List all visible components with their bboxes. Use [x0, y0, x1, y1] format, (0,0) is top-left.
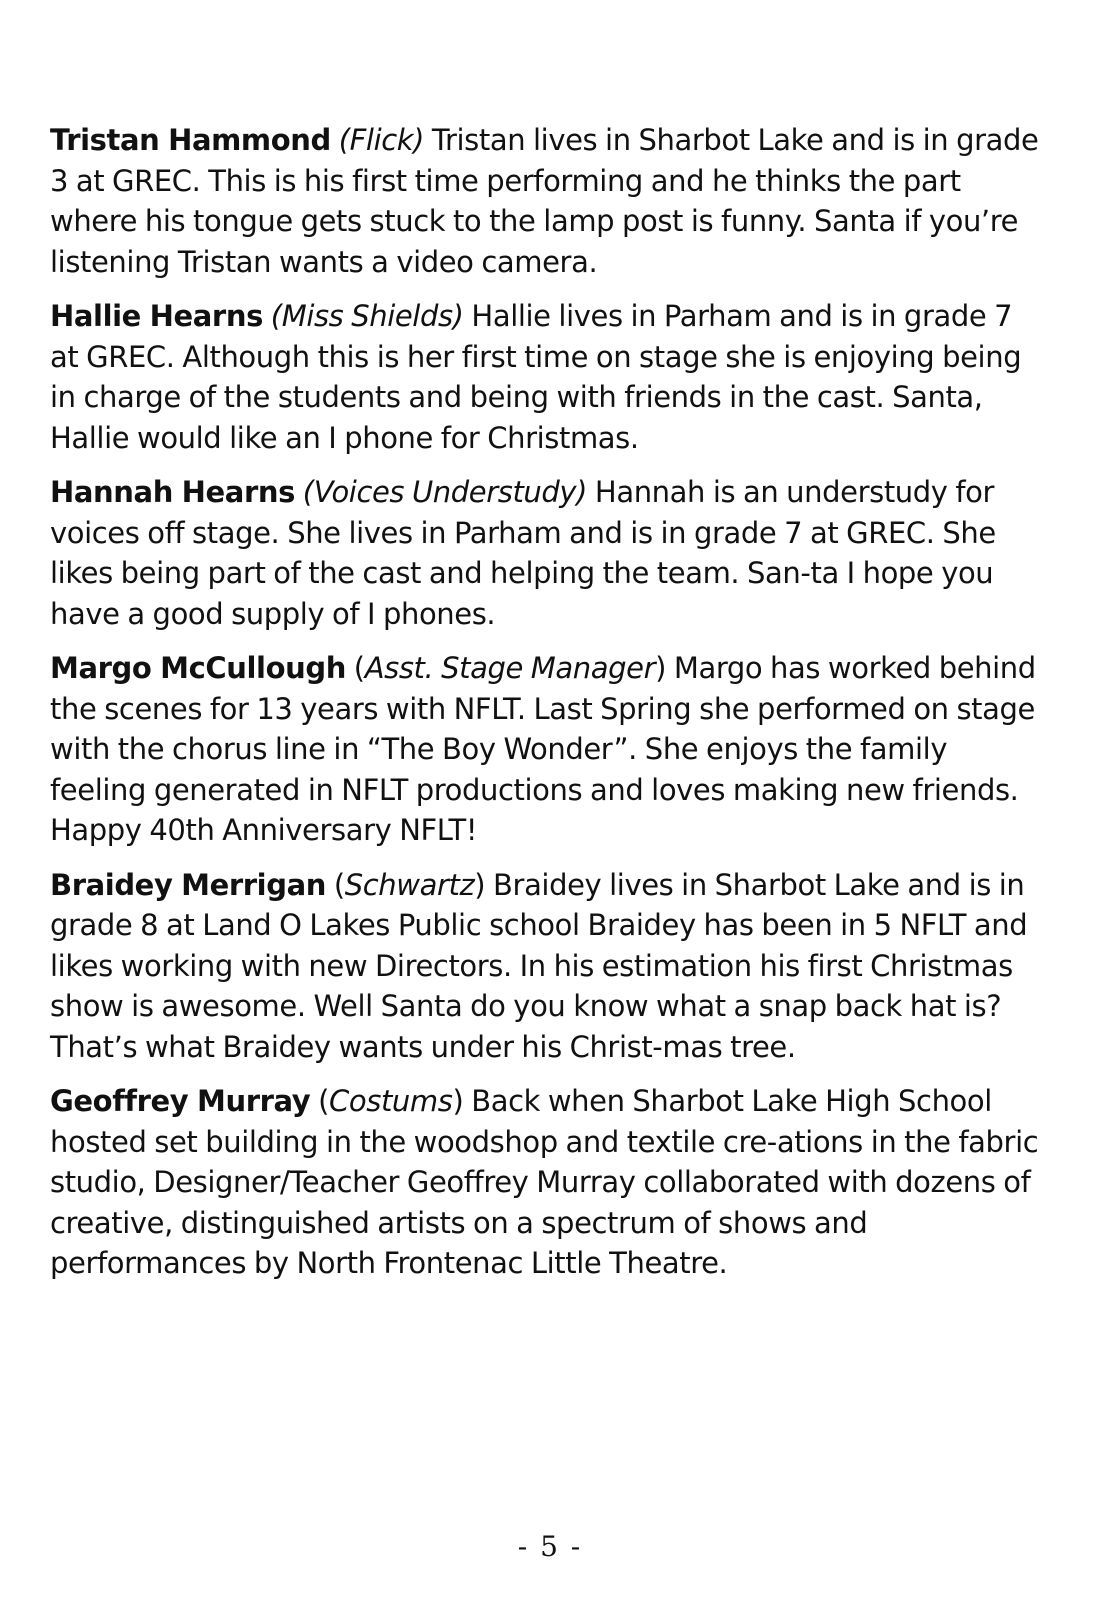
bio-role: (Miss Shields) — [270, 299, 464, 333]
bio-text: Braidey lives in Sharbot Lake and is in grade 8 at Land O Lakes Public school Braidey has been in 5 NFLT and likes working with new Directors. In his estimation his first Christmas show is awesome. Well Santa do you know what a snap back hat is? That’s what Braidey wants under his Christ-mas tree. — [50, 867, 1028, 1064]
bio-text: Hallie lives in Parham and is in grade 7 at GREC. Although this is her first time on stage she is enjoying being in charge of the students and being with friends in the cast. Santa, Hallie would like an I phone for Christmas. — [50, 299, 1022, 455]
bio-hannah-hearns — [50, 472, 1040, 634]
bio-name: Hannah Hearns — [50, 475, 295, 509]
bio-text: Margo has worked behind the scenes for 13 years with NFLT. Last Spring she performed on stage with the chorus line in “The Boy Wonder”. She enjoys the family feeling generated in NFLT productions and loves making new friends. Happy 40th Anniversary NFLT! — [50, 651, 1036, 847]
bio-hallie-hearns — [50, 296, 1040, 458]
bio-text: Back when Sharbot Lake High School hosted set building in the woodshop and textile cre-ations in the fabric studio, Designer/Teacher Geoffrey Murray collaborated with dozens of creative, distinguished artists on a spectrum of shows and performances by North Frontenac Little Theatre. — [50, 1084, 1039, 1280]
bio-text: Hannah is an understudy for voices off stage. She lives in Parham and is in grade 7 at GREC. She likes being part of the cast and helping the team. San-ta I hope you have a good supply of I phones. — [50, 475, 996, 631]
bio-role-open: ( — [353, 651, 365, 685]
bio-name: Geoffrey Murray — [50, 1084, 311, 1118]
bio-margo-mccullough — [50, 648, 1040, 851]
bio-text: Tristan lives in Sharbot Lake and is in grade 3 at GREC. This is his first time performing and he thinks the part where his tongue gets stuck to the lamp post is funny. Santa if you’re listening Tristan wants a video camera. — [50, 123, 1039, 279]
bio-name: Braidey Merrigan — [50, 867, 326, 902]
bio-name: Margo McCullough — [50, 651, 346, 685]
bio-role-open: ( — [318, 1084, 330, 1118]
bio-geoffrey-murray — [50, 1081, 1040, 1284]
bio-tristan-hammond — [50, 120, 1040, 282]
bio-role: Costums — [329, 1084, 453, 1118]
bio-role: Schwartz — [344, 867, 475, 902]
bio-braidey-merrigan — [50, 865, 1040, 1068]
bio-name: Hallie Hearns — [50, 299, 263, 333]
bio-role-close: ) — [452, 1084, 464, 1118]
bio-role-close: ) — [655, 651, 667, 685]
page-number: - 5 - — [517, 1530, 583, 1563]
bio-role-open: ( — [333, 867, 345, 902]
cast-bios — [50, 120, 1040, 1298]
bio-role: (Voices Understudy) — [302, 475, 588, 509]
bio-role: (Flick) — [338, 123, 425, 157]
bio-name: Tristan Hammond — [50, 123, 331, 157]
bio-role: Asst. Stage Manager — [364, 651, 656, 685]
bio-role-close: ) — [474, 867, 486, 902]
